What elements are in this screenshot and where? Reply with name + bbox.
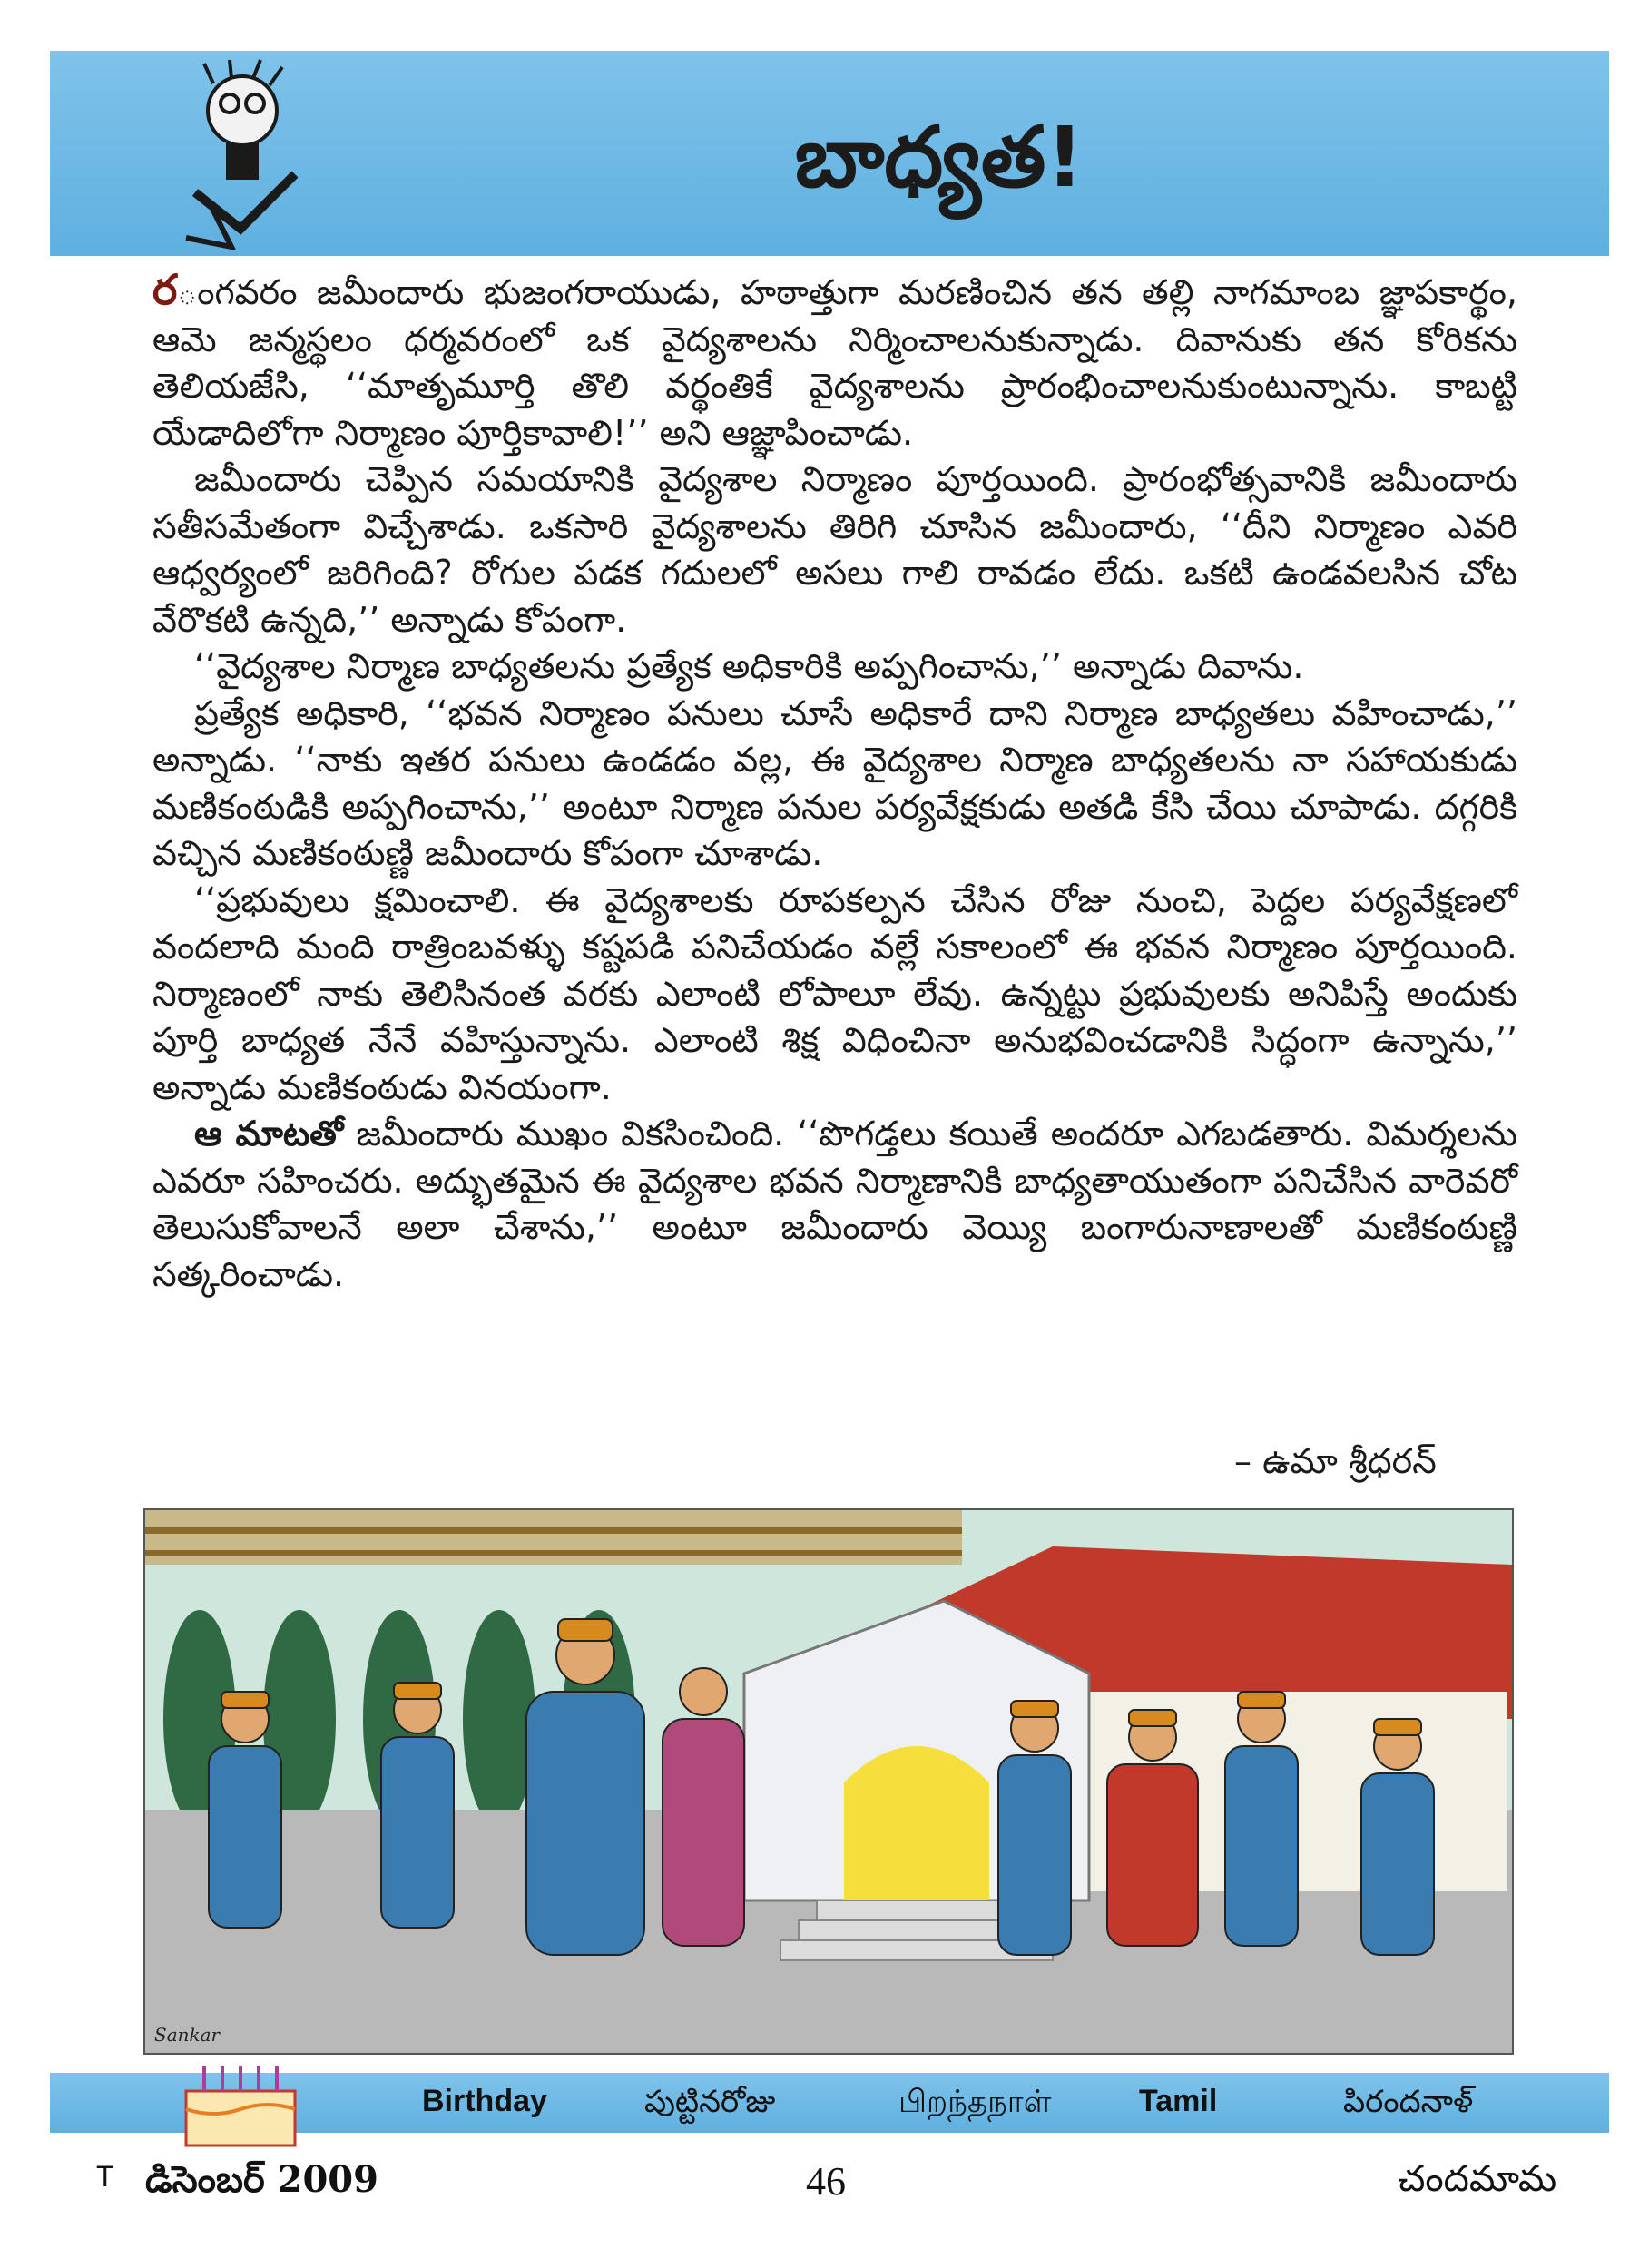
story-paragraph [152, 1111, 1517, 1298]
paragraph-text: ంగవరం జమీందారు భుజంగరాయుడు, హఠాత్తుగా మరణించిన తన తల్లి నాగమాంబ జ్ఞాపకార్థం, ఆమె జన్మస్థలం ధర్మవరంలో ఒక వైద్యశాలను నిర్మించాలనుకున్నాడు. దివానుకు తన కోరికను తెలియజేసి, ‘‘మాతృమూర్తి తొలి వర్థంతికే వైద్యశాలను ప్రారంభించాలనుకుంటున్నాను. కాబట్టి యేడాదిలోగా నిర్మాణం పూర్తికావాలి!’’ అని ఆజ్ఞాపించాడు. [152, 272, 1517, 453]
paragraph-text: జమీందారు చెప్పిన సమయానికి వైద్యశాల నిర్మాణం పూర్తయింది. ప్రారంభోత్సవానికి జమీందారు సతీసమేతంగా విచ్చేశాడు. ఒకసారి వైద్యశాలను తిరిగి చూసిన జమీందారు, ‘‘దీని నిర్మాణం ఎవరి ఆధ్వర్యంలో జరిగింది? రోగుల పడక గదులలో అసలు గాలి రావడం లేదు. ఒకటి ఉండవలసిన చోట వేరొకటి ఉన్నది,’’ అన్నాడు కోపంగా. [152, 459, 1517, 640]
paragraph-lead: ఆ మాటతో [194, 1114, 344, 1154]
birthday-strip [50, 2073, 1609, 2133]
story-paragraph [152, 457, 1517, 643]
story-illustration [143, 1508, 1514, 2055]
footer-marker: T [96, 2160, 114, 2193]
paragraph-text: ‘‘ప్రభువులు క్షమించాలి. ఈ వైద్యశాలకు రూపకల్పన చేసిన రోజు నుంచి, పెద్దల పర్యవేక్షణలో వందలాది మంది రాత్రింబవళ్ళు కష్టపడి పనిచేయడం వల్లే సకాలంలో ఈ భవన నిర్మాణం పూర్తయింది. నిర్మాణంలో నాకు తెలిసినంత వరకు ఎలాంటి లోపాలూ లేవు. ఉన్నట్టు ప్రభువులకు అనిపిస్తే అందుకు పూర్తి బాధ్యత నేనే వహిస్తున్నాను. ఎలాంటి శిక్ష విధించినా అనుభవించడానికి సిద్ధంగా ఉన్నాను,’’ అన్నాడు మణికంఠుడు వినయంగా. [152, 879, 1517, 1107]
drop-cap: ర [152, 265, 178, 314]
title-banner [50, 51, 1609, 256]
birthday-tamil-script: பிறந்தநாள் [898, 2084, 1052, 2120]
paragraph-text: ప్రత్యేక అధికారి, ‘‘భవన నిర్మాణం పనులు చూసే అధికారే దాని నిర్మాణ బాధ్యతలు వహించాడు,’’ అన్నాడు. ‘‘నాకు ఇతర పనులు ఉండడం వల్ల, ఈ వైద్యశాల నిర్మాణ బాధ్యతలను నా సహాయకుడు మణికంఠుడికి అప్పగించాను,’’ అంటూ నిర్మాణ పనుల పర్యవేక్షకుడు అతడి కేసి చేయి చూపాడు. దగ్గరికి వచ్చిన మణికంఠుణ్ణి జమీందారు కోపంగా చూశాడు. [152, 692, 1517, 873]
story-body [152, 267, 1517, 1298]
page-number: 46 [806, 2159, 846, 2204]
court-scene-illustration [145, 1510, 1512, 2053]
story-paragraph [152, 267, 1517, 457]
story-paragraph [152, 878, 1517, 1112]
birthday-telugu: పుట్టినరోజు [644, 2084, 776, 2120]
mascot-illustration [177, 56, 313, 250]
birthday-transliteration: పిరందనాళ్ [1343, 2084, 1474, 2120]
paragraph-text: ‘‘వైద్యశాల నిర్మాణ బాధ్యతలను ప్రత్యేక అధికారికి అప్పగించాను,’’ అన్నాడు దివాను. [194, 646, 1304, 686]
author-signature: – ఉమా శ్రీధరన్ [1234, 1441, 1437, 1481]
story-paragraph [152, 691, 1517, 878]
story-paragraph [152, 643, 1517, 691]
birthday-english: Birthday [422, 2084, 547, 2118]
artist-signature: Sankar [154, 2024, 221, 2046]
footer-date: డిసెంబర్ 2009 [145, 2158, 378, 2201]
magazine-name: చందమామ [1398, 2158, 1557, 2200]
paragraph-text: జమీందారు ముఖం వికసించింది. ‘‘పొగడ్తలు కయితే అందరూ ఎగబడతారు. విమర్శలను ఎవరూ సహించరు. అద్భుతమైన ఈ వైద్యశాల భవన నిర్మాణానికి బాధ్యతాయుతంగా పనిచేసిన వారెవరో తెలుసుకోవాలనే అలా చేశాను,’’ అంటూ జమీందారు వెయ్యి బంగారునాణాలతో మణికంఠుణ్ణి సత్కరించాడు. [152, 1114, 1517, 1294]
story-title: బాధ్యత! [794, 109, 1085, 206]
birthday-language-label: Tamil [1139, 2084, 1218, 2118]
cake-icon [168, 2055, 313, 2155]
